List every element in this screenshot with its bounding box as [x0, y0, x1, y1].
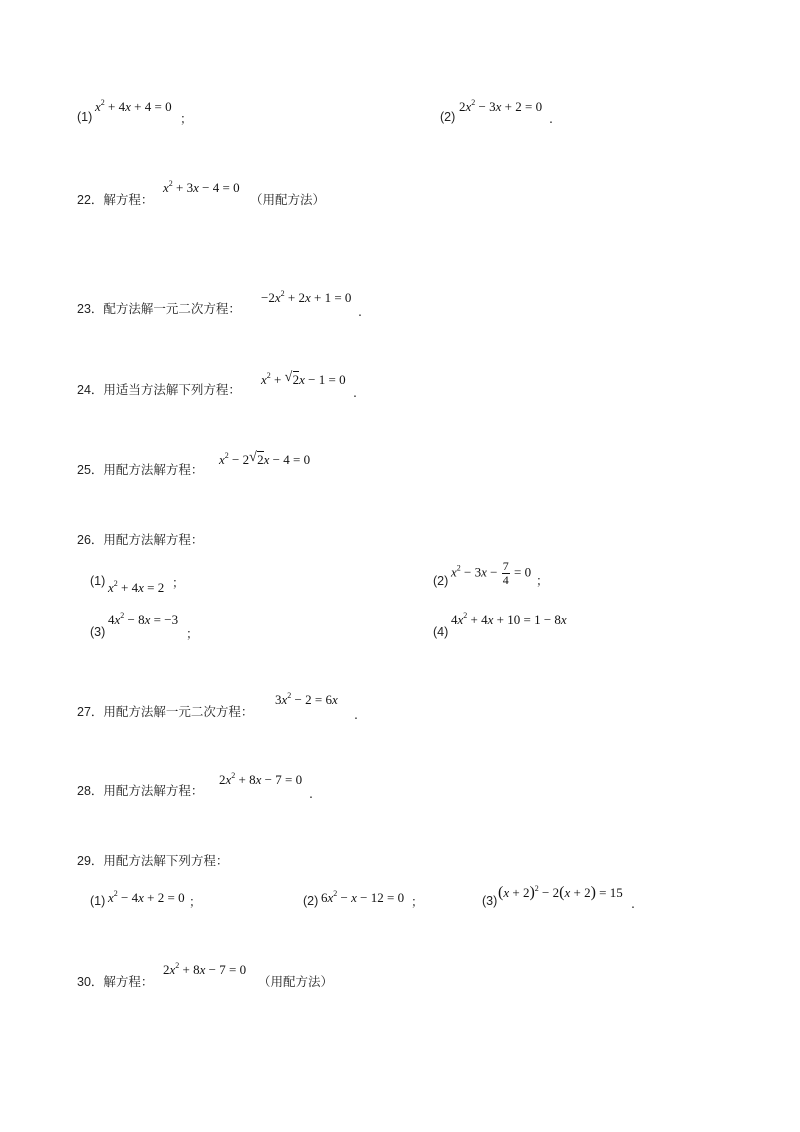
equation: $x^2 + 4x = 2$	[108, 579, 165, 595]
equation: $x^2 + 4x + 4 = 0$	[95, 98, 172, 114]
punctuation: .	[309, 786, 313, 801]
part-label: (2)	[303, 894, 319, 908]
equation: $2x^2 - 3x + 2 = 0$	[459, 98, 543, 114]
punctuation: .	[353, 385, 357, 400]
punctuation: ；	[189, 894, 202, 909]
part-label: (4)	[433, 625, 449, 639]
question-30-label: 30．解方程：	[77, 975, 154, 989]
equation: $4x^2 - 8x = -3$	[108, 611, 179, 627]
question-24-label: 24．用适当方法解下列方程：	[77, 383, 241, 397]
part-label: (2)	[433, 574, 449, 588]
question-23-label: 23．配方法解一元二次方程：	[77, 302, 241, 316]
part-label: (1)	[90, 574, 106, 588]
question-28-label: 28．用配方法解方程：	[77, 784, 204, 798]
question-29-label: 29．用配方法解下列方程：	[77, 854, 229, 868]
question-22-label: 22．解方程：	[77, 193, 154, 207]
part-label: (2)	[440, 110, 456, 124]
punctuation: ；	[172, 575, 185, 590]
equation: $3x^2 - 2 = 6x$	[275, 691, 338, 707]
part-label: (1)	[77, 110, 93, 124]
equation: $x^2$ + √ 2x − 1 = 0	[261, 370, 346, 387]
punctuation: .	[549, 111, 553, 126]
method-note: （用配方法）	[258, 974, 334, 989]
part-label: (3)	[90, 625, 106, 639]
equation: $x^2 - 4x + 2 = 0$	[108, 889, 185, 905]
punctuation: .	[354, 707, 358, 722]
punctuation: ；	[536, 573, 549, 588]
punctuation: .	[358, 304, 362, 319]
punctuation: ；	[180, 111, 193, 126]
equation: $x^2 - 3x$ − $\frac{7}{4}$ = 0	[451, 559, 532, 587]
question-25-label: 25．用配方法解方程：	[77, 463, 204, 477]
equation: $x^2 - 2$ √ 2x − 4 = 0	[219, 450, 311, 467]
equation: $6x^2 - x - 12 = 0$	[321, 889, 405, 905]
punctuation: ；	[411, 894, 424, 909]
question-27-label: 27．用配方法解一元二次方程：	[77, 705, 254, 719]
equation: $4x^2 + 4x + 10 = 1 - 8x$	[451, 611, 567, 627]
equation: $x^2 + 3x - 4 = 0$	[163, 179, 240, 195]
equation: $-2x^2 + 2x + 1 = 0$	[261, 289, 352, 305]
punctuation: ；	[186, 626, 199, 641]
method-note: （用配方法）	[250, 192, 326, 207]
equation: $2x^2 + 8x - 7 = 0$	[219, 771, 303, 787]
part-label: (1)	[90, 894, 106, 908]
equation: $2x^2 + 8x - 7 = 0$	[163, 961, 247, 977]
question-26-label: 26．用配方法解方程：	[77, 533, 204, 547]
punctuation: .	[631, 896, 635, 911]
equation: $(x + 2)^2 - 2(x + 2) = 15$	[498, 884, 623, 901]
part-label: (3)	[482, 894, 498, 908]
